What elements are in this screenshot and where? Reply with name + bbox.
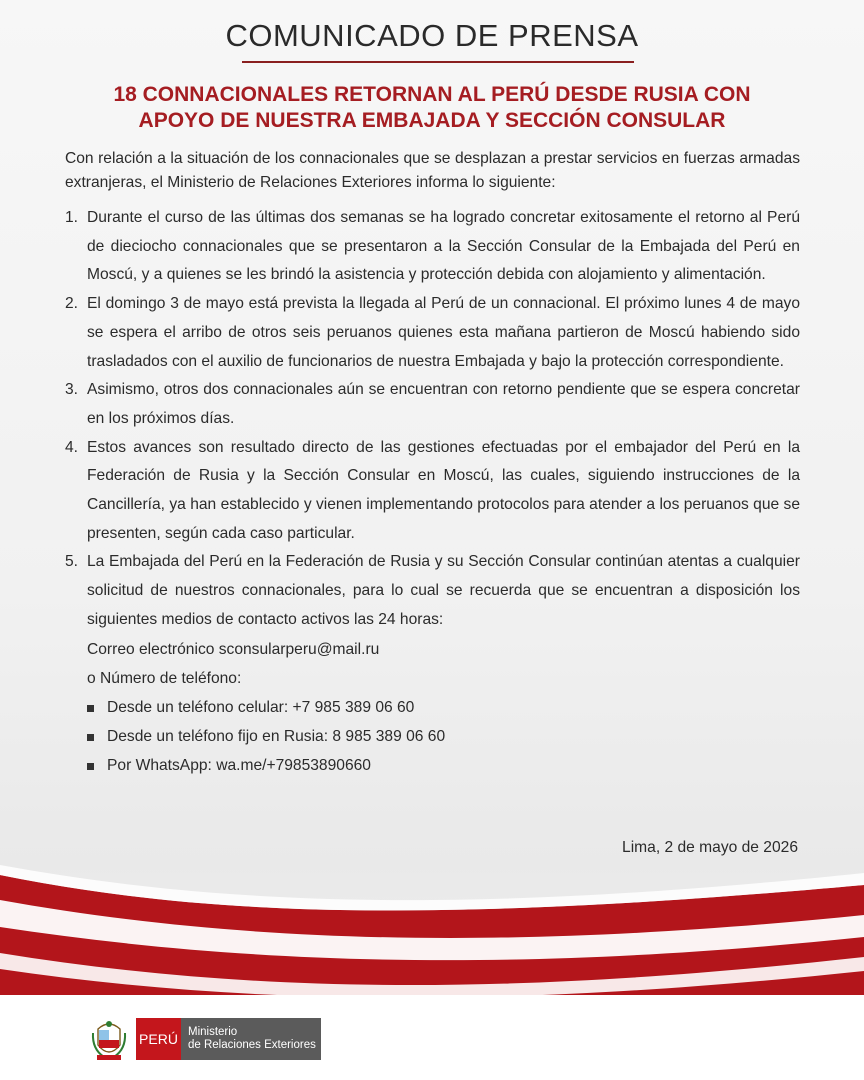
item-number: 1. <box>65 209 79 226</box>
phone-list <box>65 693 800 780</box>
item-number: 2. <box>65 295 79 313</box>
phone-whatsapp: Por WhatsApp: wa.me/+79853890660 <box>87 751 800 780</box>
date-line: Lima, 2 de mayo de 2026 <box>622 839 798 856</box>
flag-ribbon-decoration <box>0 845 864 1005</box>
ministry-logo-line-1: Ministerio <box>188 1026 238 1038</box>
phone-intro: o Número de teléfono: <box>87 669 242 687</box>
item-number: 3. <box>65 381 79 399</box>
item-text: El domingo 3 de mayo está prevista la llegada al Perú de un connacional. El próximo lunes 4 de mayo se espera el arribo de otros seis peruanos quienes esta mañana partieron de Moscú habiendo sido trasladados con el auxilio de funcionarios de nuestra Embajada y bajo la protección correspondiente. <box>87 295 800 370</box>
headline-line-1: 18 CONNACIONALES RETORNAN AL PERÚ DESDE RUSIA CON <box>113 83 751 106</box>
title-underline <box>242 61 634 63</box>
list-item <box>65 434 800 549</box>
item-text: Asimismo, otros dos connacionales aún se encuentran con retorno pendiente que se espera concretar en los próximos días. <box>87 381 800 427</box>
page-title: COMUNICADO DE PRENSA <box>225 18 639 53</box>
list-item <box>65 290 800 376</box>
peru-logo: PERÚ <box>136 1018 181 1060</box>
coat-of-arms-icon <box>90 1015 128 1063</box>
list-item <box>65 376 800 433</box>
headline-line-2: APOYO DE NUESTRA EMBAJADA Y SECCIÓN CONSULAR <box>138 109 726 132</box>
numbered-list <box>65 204 800 780</box>
item-text: Durante el curso de las últimas dos semanas se ha logrado concretar exitosamente el retorno al Perú de dieciocho connacionales que se presentaron a la Sección Consular de la Embajada del Perú en Moscú, y a quienes se les brindó la asistencia y protección debida con alojamiento y alimentación. <box>87 209 800 284</box>
list-item <box>65 548 800 634</box>
item-number: 4. <box>65 438 79 456</box>
item-number: 5. <box>65 553 79 571</box>
ministry-logo-line-2: de Relaciones Exteriores <box>188 1039 316 1051</box>
intro-paragraph: Con relación a la situación de los connacionales que se desplazan a prestar servicios en fuerzas armadas extranjeras, el Ministerio de Relaciones Exteriores informa lo siguiente: <box>65 150 800 191</box>
phone-landline: Desde un teléfono fijo en Rusia: 8 985 389 06 60 <box>87 722 800 751</box>
ministry-logo <box>181 1018 321 1060</box>
email-contact: Correo electrónico sconsularperu@mail.ru <box>87 640 380 658</box>
headline <box>70 82 794 134</box>
list-item <box>65 204 800 290</box>
phone-mobile: Desde un teléfono celular: +7 985 389 06 60 <box>87 693 800 722</box>
item-text: Estos avances son resultado directo de las gestiones efectuadas por el embajador del Perú en la Federación de Rusia y la Sección Consular en Moscú, las cuales, siguiendo instrucciones de la Cancillería, ya han establecido y vienen implementando protocolos para atender a los peruanos que se presenten, según cada caso particular. <box>87 438 800 542</box>
footer <box>0 995 864 1080</box>
item-text: La Embajada del Perú en la Federación de Rusia y su Sección Consular continúan atentas a cualquier solicitud de nuestros connacionales, para lo cual se recuerda que se encuentran a disposición los siguientes medios de contacto activos las 24 horas: <box>87 553 800 628</box>
